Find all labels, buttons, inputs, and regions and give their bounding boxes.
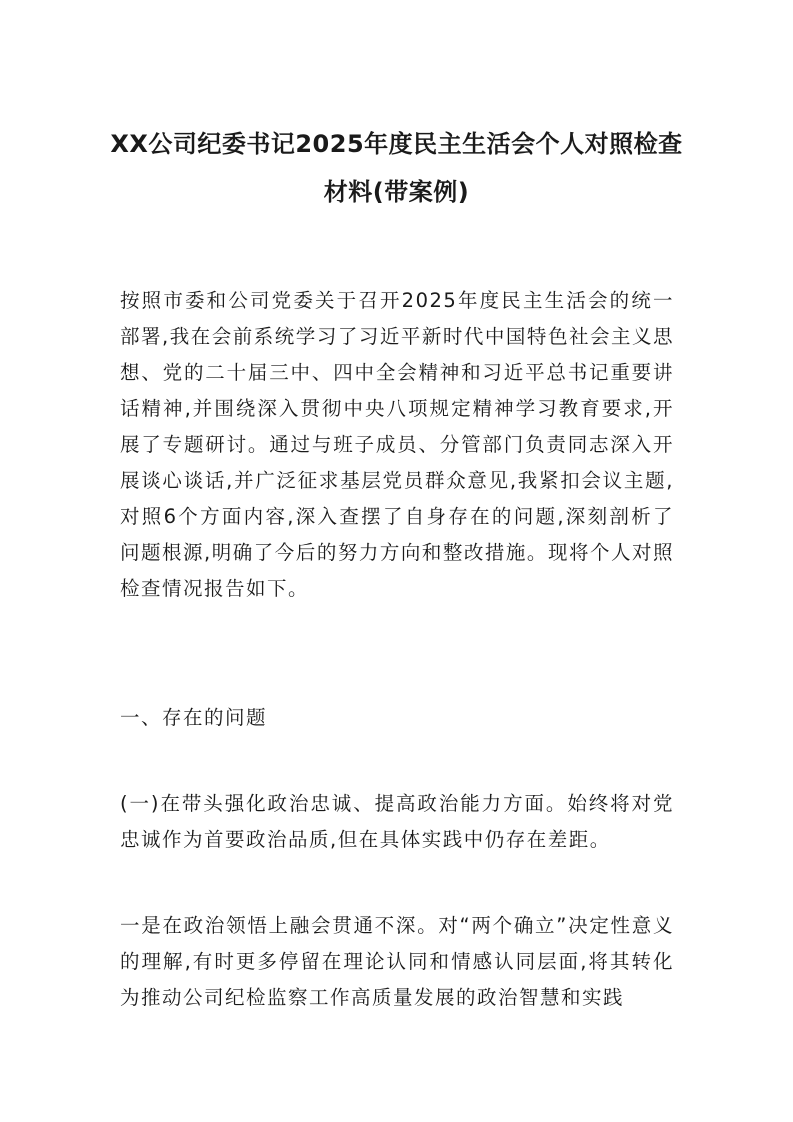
point-one-paragraph: 一是在政治领悟上融会贯通不深。对“两个确立”决定性意义的理解,有时更多停留在理论认同和情感认同层面,将其转化为推动公司纪检监察工作高质量发展的政治智慧和实践 — [120, 914, 674, 1009]
intro-paragraph: 按照市委和公司党委关于召开2025年度民主生活会的统一部署,我在会前系统学习了习近平新时代中国特色社会主义思想、党的二十届三中、四中全会精神和习近平总书记重要讲话精神,并围绕深入贯彻中央八项规定精神学习教育要求,开展了专题研讨。通过与班子成员、分管部门负责同志深入开展谈心谈话,并广泛征求基层党员群众意见,我紧扣会议主题,对照6个方面内容,深入查摆了自身存在的问题,深刻剖析了问题根源,明确了今后的努力方向和整改措施。现将个人对照检查情况报告如下。 — [120, 289, 674, 600]
subsection-political-loyalty: (一)在带头强化政治忠诚、提高政治能力方面。始终将对党忠诚作为首要政治品质,但在具体实践中仍存在差距。 — [120, 792, 674, 851]
document-title: XX公司纪委书记2025年度民主生活会个人对照检查材料(带案例) — [110, 130, 683, 206]
section-heading-problems: 一、存在的问题 — [120, 706, 268, 729]
